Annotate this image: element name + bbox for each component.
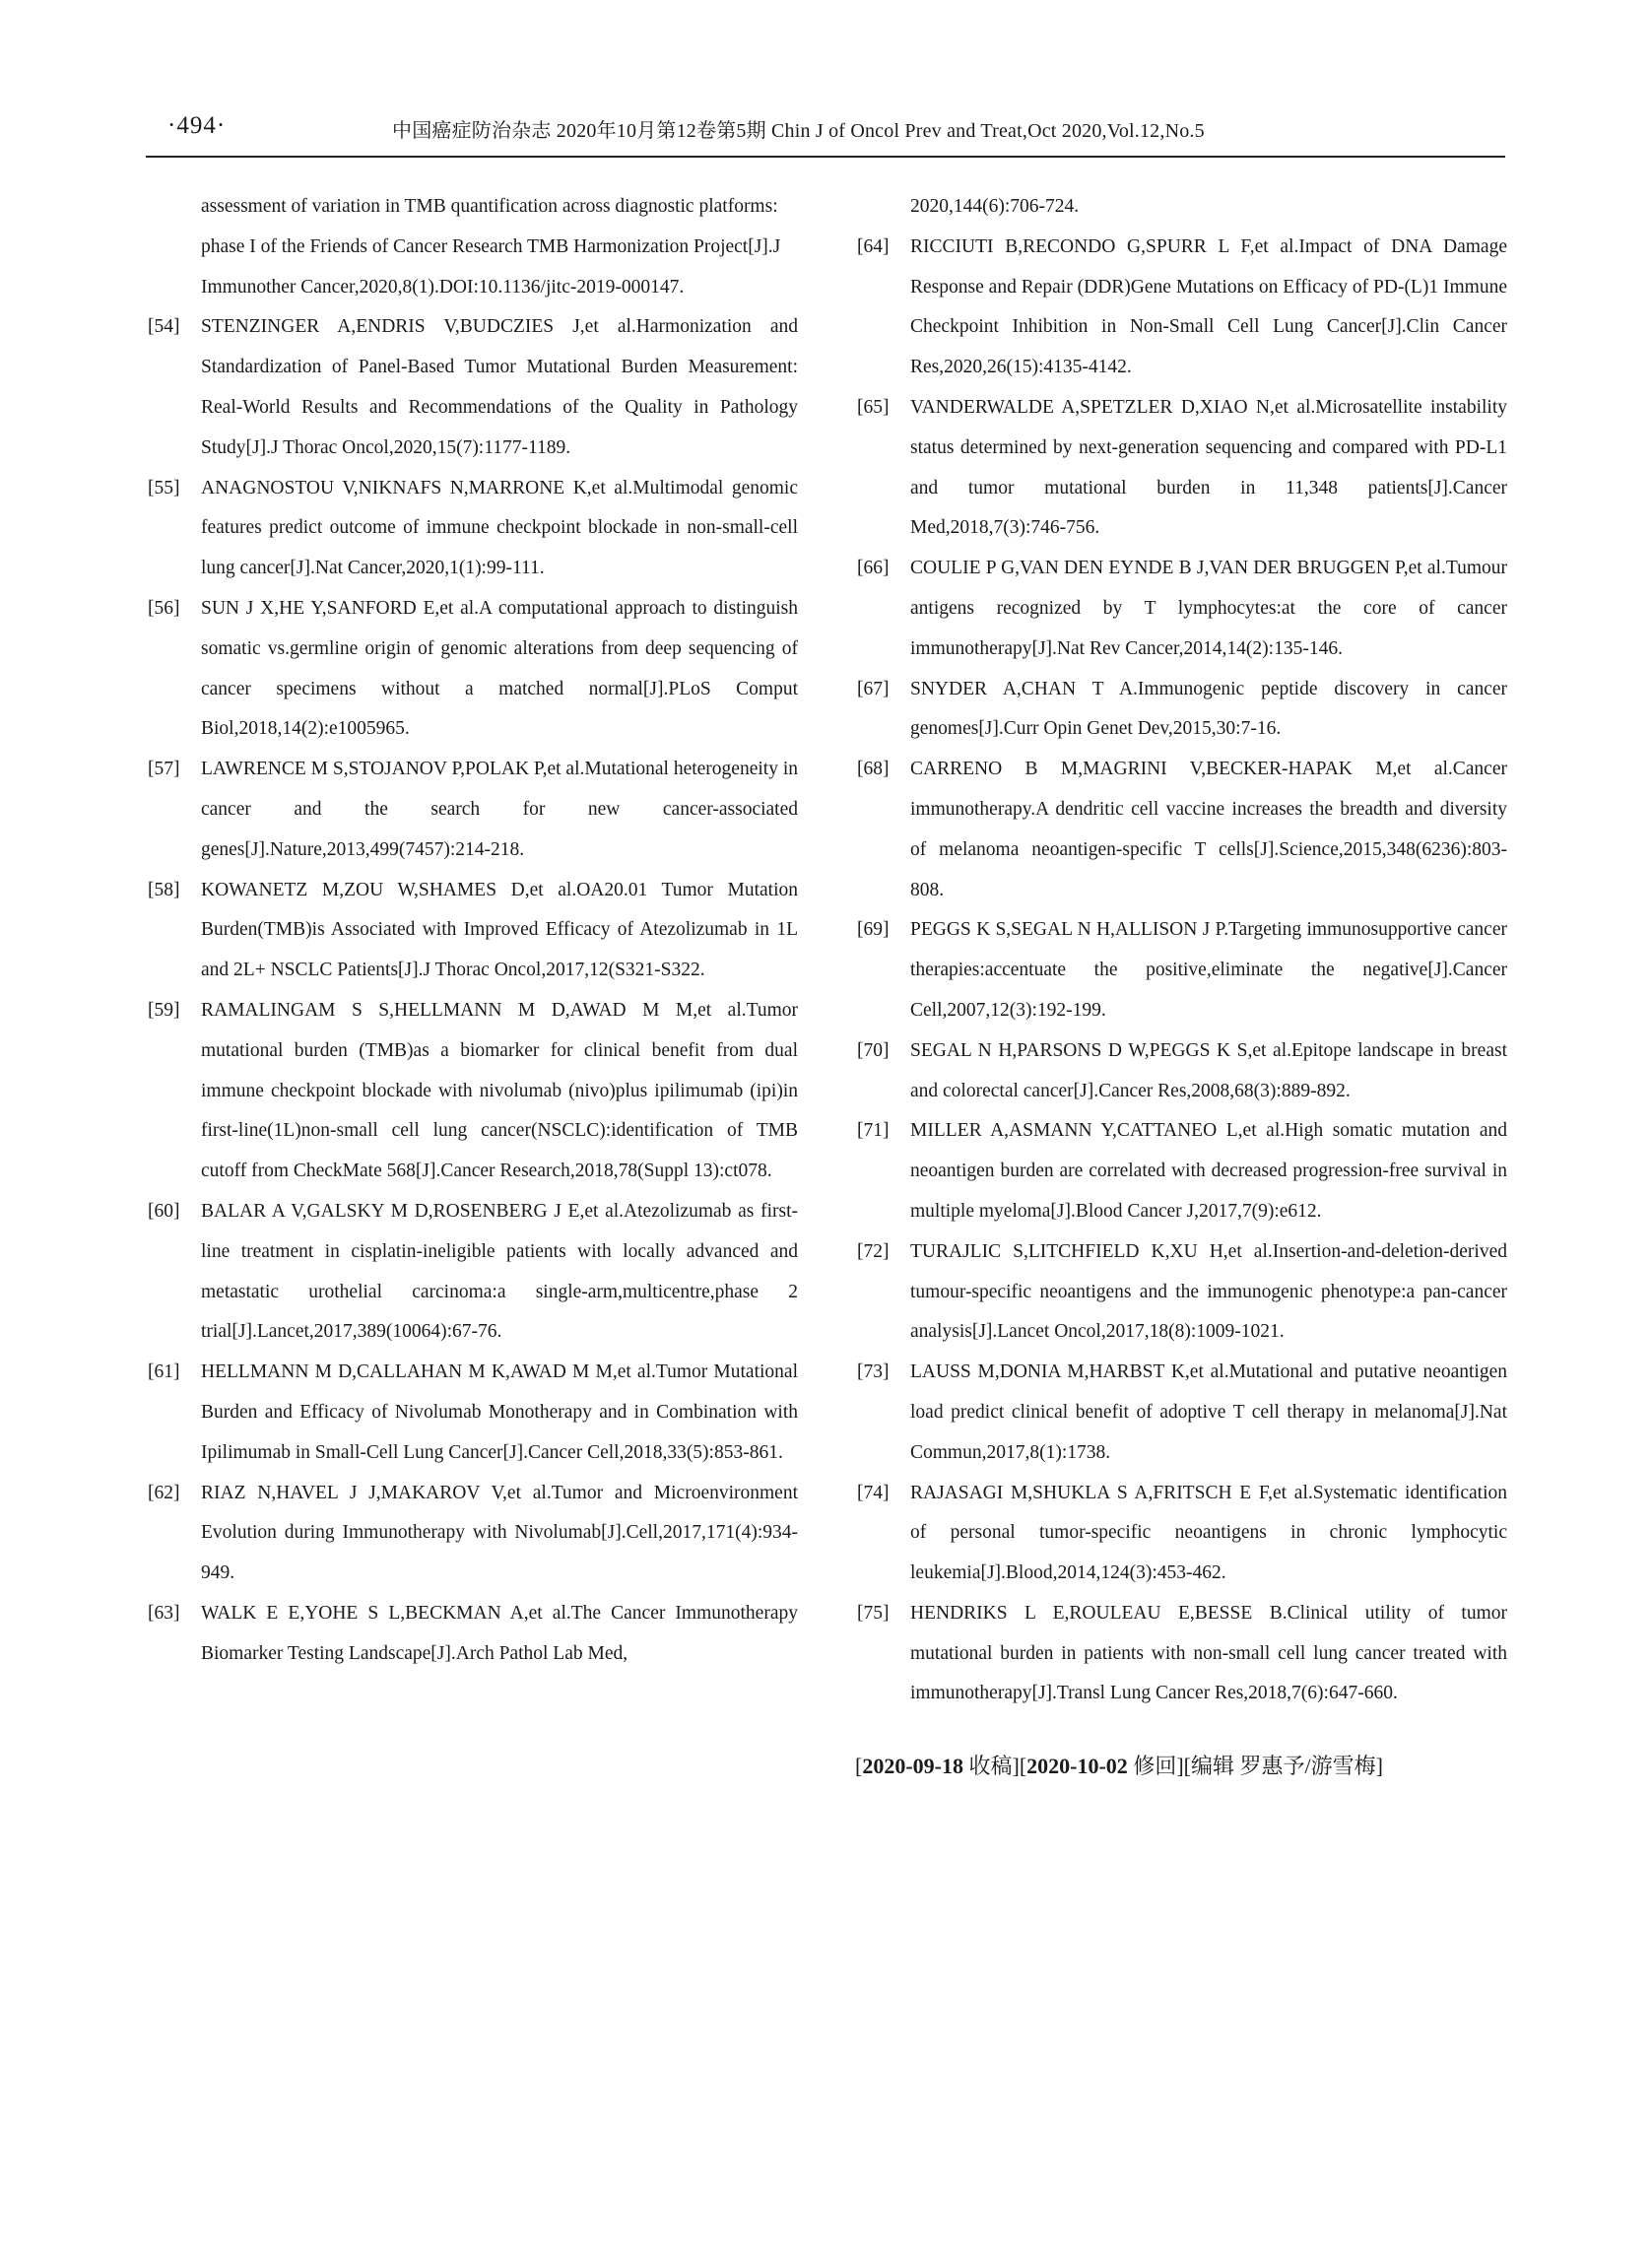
reference-item (148, 750, 798, 870)
reference-item (857, 750, 1507, 910)
reference-number: [69] (857, 919, 890, 941)
reference-number: [75] (857, 1602, 890, 1624)
reference-item (857, 670, 1507, 751)
reference-number: [58] (148, 879, 180, 900)
reference-item (857, 1111, 1507, 1231)
reference-item (148, 991, 798, 1192)
reference-continuation: 2020,144(6):706-724. (910, 196, 1080, 217)
reference-item (148, 307, 798, 468)
reference-number: [73] (857, 1361, 890, 1383)
submission-dates-note: [2020-09-18 收稿][2020-10-02 修回][编辑 罗惠予/游雪梅] (855, 1754, 1383, 1778)
reference-item (857, 910, 1507, 1030)
reference-item (857, 1474, 1507, 1594)
reference-item (857, 549, 1507, 669)
reference-item (857, 1031, 1507, 1112)
right-column (857, 187, 1507, 1714)
reference-item (148, 1594, 798, 1675)
reference-item (857, 1594, 1507, 1714)
reference-text: RIAZ N,HAVEL J J,MAKAROV V,et al.Tumor and Microenvironment Evolution during Immunotherapy with Nivolumab[J].Cell,2017,171(4):934-949. (201, 1482, 798, 1584)
reference-number: [74] (857, 1482, 890, 1503)
reference-number: [57] (148, 759, 180, 780)
reference-item (148, 1192, 798, 1353)
received-label: 收稿 (968, 1754, 1013, 1778)
reference-number: [60] (148, 1200, 180, 1222)
reference-text: HELLMANN M D,CALLAHAN M K,AWAD M M,et al.Tumor Mutational Burden and Efficacy of Nivolumab Monotherapy and in Combination with Ipilimumab in Small-Cell Lung Cancer[J].Cancer Cell,2018,33(5):853-861. (201, 1361, 798, 1463)
reference-item (857, 1232, 1507, 1353)
reference-list-left (148, 307, 798, 1674)
reference-text: CARRENO B M,MAGRINI V,BECKER-HAPAK M,et al.Cancer immunotherapy.A dendritic cell vaccine increases the breadth and diversity of melanoma neoantigen-specific T cells[J].Science,2015,348(6236):803-808. (910, 759, 1507, 900)
editor-label: 编辑 (1190, 1754, 1234, 1778)
reference-item (148, 1474, 798, 1594)
reference-number: [70] (857, 1039, 890, 1061)
reference-number: [59] (148, 999, 180, 1021)
running-header (146, 108, 1505, 158)
reference-item (148, 589, 798, 750)
reference-text: TURAJLIC S,LITCHFIELD K,XU H,et al.Insertion-and-deletion-derived tumour-specific neoantigens and the immunogenic phenotype:a pan-cancer analysis[J].Lancet Oncol,2017,18(8):1009-1021. (910, 1240, 1507, 1343)
reference-item (857, 228, 1507, 388)
received-date: 2020-09-18 (862, 1754, 963, 1778)
reference-text: COULIE P G,VAN DEN EYNDE B J,VAN DER BRUGGEN P,et al.Tumour antigens recognized by T lymphocytes:at the core of cancer immunotherapy[J].Nat Rev Cancer,2014,14(2):135-146. (910, 558, 1507, 659)
reference-number: [65] (857, 396, 890, 418)
reference-text: HENDRIKS L E,ROULEAU E,BESSE B.Clinical utility of tumor mutational burden in patients with non-small cell lung cancer treated with immunotherapy[J].Transl Lung Cancer Res,2018,7(6):647-660. (910, 1602, 1507, 1704)
reference-text: MILLER A,ASMANN Y,CATTANEO L,et al.High somatic mutation and neoantigen burden are correlated with decreased progression-free survival in multiple myeloma[J].Blood Cancer J,2017,7(9):e612. (910, 1120, 1507, 1222)
reference-list-right (857, 228, 1507, 1714)
reference-text: WALK E E,YOHE S L,BECKMAN A,et al.The Cancer Immunotherapy Biomarker Testing Landscape[J].Arch Pathol Lab Med, (201, 1602, 798, 1664)
reference-text: VANDERWALDE A,SPETZLER D,XIAO N,et al.Microsatellite instability status determined by next-generation sequencing and compared with PD-L1 and tumor mutational burden in 11,348 patients[J].Cancer Med,2018,7(3):746-756. (910, 396, 1507, 539)
reference-text: LAUSS M,DONIA M,HARBST K,et al.Mutational and putative neoantigen load predict clinical benefit of adoptive T cell therapy in melanoma[J].Nat Commun,2017,8(1):1738. (910, 1361, 1507, 1463)
reference-text: LAWRENCE M S,STOJANOV P,POLAK P,et al.Mutational heterogeneity in cancer and the search for new cancer-associated genes[J].Nature,2013,499(7457):214-218. (201, 759, 798, 860)
revised-date: 2020-10-02 (1026, 1754, 1128, 1778)
reference-number: [67] (857, 678, 890, 699)
reference-item (857, 388, 1507, 549)
reference-item (148, 871, 798, 991)
reference-number: [55] (148, 477, 180, 498)
reference-number: [66] (857, 558, 890, 579)
reference-text: SUN J X,HE Y,SANFORD E,et al.A computational approach to distinguish somatic vs.germline origin of genomic alterations from deep sequencing of cancer specimens without a matched normal[J].PLoS Comput Biol,2018,14(2):e1005965. (201, 597, 798, 740)
reference-text: SEGAL N H,PARSONS D W,PEGGS K S,et al.Epitope landscape in breast and colorectal cancer[J].Cancer Res,2008,68(3):889-892. (910, 1039, 1507, 1101)
reference-text: RICCIUTI B,RECONDO G,SPURR L F,et al.Impact of DNA Damage Response and Repair (DDR)Gene Mutations on Efficacy of PD-(L)1 Immune Checkpoint Inhibition in Non-Small Cell Lung Cancer[J].Clin Cancer Res,2020,26(15):4135-4142. (910, 235, 1507, 378)
reference-text: BALAR A V,GALSKY M D,ROSENBERG J E,et al.Atezolizumab as first-line treatment in cisplatin-ineligible patients with locally advanced and metastatic urothelial carcinoma:a single-arm,multicentre,phase 2 trial[J].Lancet,2017,389(10064):67-76. (201, 1200, 798, 1343)
reference-number: [68] (857, 759, 890, 780)
reference-number: [63] (148, 1602, 180, 1624)
reference-text: KOWANETZ M,ZOU W,SHAMES D,et al.OA20.01 Tumor Mutation Burden(TMB)is Associated with Improved Efficacy of Atezolizumab in 1L and 2L+ NSCLC Patients[J].J Thorac Oncol,2017,12(S321-S322. (201, 879, 798, 981)
reference-text: ANAGNOSTOU V,NIKNAFS N,MARRONE K,et al.Multimodal genomic features predict outcome of immune checkpoint blockade in non-small-cell lung cancer[J].Nat Cancer,2020,1(1):99-111. (201, 477, 798, 579)
reference-text: RAMALINGAM S S,HELLMANN M D,AWAD M M,et al.Tumor mutational burden (TMB)as a biomarker for clinical benefit from dual immune checkpoint blockade with nivolumab (nivo)plus ipilimumab (ipi)in first-line(1L)non-small cell lung cancer(NSCLC):identification of TMB cutoff from CheckMate 568[J].Cancer Research,2018,78(Suppl 13):ct078. (201, 999, 798, 1182)
reference-number: [64] (857, 235, 890, 257)
journal-citation: 中国癌症防治杂志 2020年10月第12卷第5期 Chin J of Oncol Prev and Treat,Oct 2020,Vol.12,No.5 (392, 120, 1205, 142)
reference-text: STENZINGER A,ENDRIS V,BUDCZIES J,et al.Harmonization and Standardization of Panel-Based Tumor Mutational Burden Measurement: Real-World Results and Recommendations of the Quality in Pathology Study[J].J Thorac Oncol,2020,15(7):1177-1189. (201, 316, 798, 458)
reference-item (857, 1353, 1507, 1473)
revised-label: 修回 (1133, 1754, 1177, 1778)
reference-number: [61] (148, 1361, 180, 1383)
reference-text: SNYDER A,CHAN T A.Immunogenic peptide discovery in cancer genomes[J].Curr Opin Genet Dev,2015,30:7-16. (910, 678, 1507, 740)
reference-item (148, 1353, 798, 1473)
editor-names: 罗惠予/游雪梅 (1239, 1754, 1376, 1778)
reference-number: [54] (148, 316, 180, 338)
reference-item (148, 469, 798, 589)
left-column (148, 187, 798, 1674)
reference-text: PEGGS K S,SEGAL N H,ALLISON J P.Targeting immunosupportive cancer therapies:accentuate the positive,eliminate the negative[J].Cancer Cell,2007,12(3):192-199. (910, 919, 1507, 1021)
reference-number: [71] (857, 1120, 890, 1142)
reference-continuation: assessment of variation in TMB quantification across diagnostic platforms: phase I of the Friends of Cancer Research TMB Harmonization Project[J].J Immunother Cancer,2020,8(1).DOI:10.1136/jitc-2019-000147. (201, 196, 781, 298)
reference-number: [72] (857, 1240, 890, 1262)
reference-number: [56] (148, 597, 180, 619)
page-number: ·494· (167, 112, 227, 139)
reference-number: [62] (148, 1482, 180, 1503)
reference-text: RAJASAGI M,SHUKLA S A,FRITSCH E F,et al.Systematic identification of personal tumor-specific neoantigens in chronic lymphocytic leukemia[J].Blood,2014,124(3):453-462. (910, 1482, 1507, 1584)
